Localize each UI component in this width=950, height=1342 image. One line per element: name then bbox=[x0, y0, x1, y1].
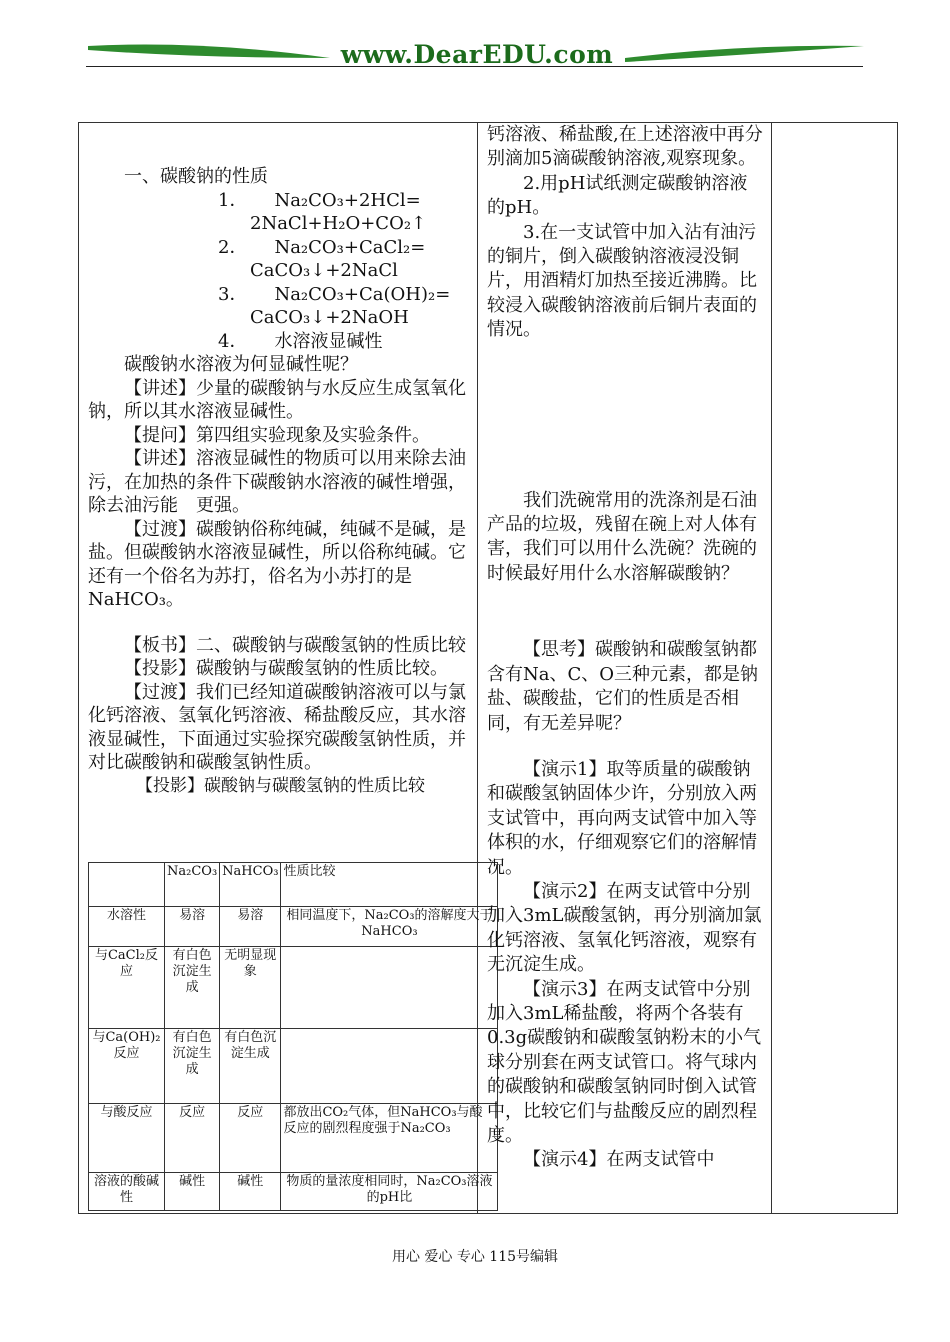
paragraph-board: 【板书】二、碳酸钠与碳酸氢钠的性质比较 bbox=[124, 634, 466, 656]
table-row bbox=[89, 1029, 498, 1104]
paragraph-think: 【思考】碳酸钠和碳酸氢钠都含有Na、C、O三种元素，都是钠盐、碳酸盐，它们的性质是否相同，有无差异呢？ bbox=[487, 639, 759, 734]
table-row bbox=[89, 1173, 498, 1211]
equation-2b: CaCO₃↓+2NaCl bbox=[250, 260, 398, 281]
paragraph-continued: 钙溶液、稀盐酸,在上述溶液中再分别滴加5滴碳酸钠溶液,观察现象。 bbox=[487, 124, 763, 170]
table-cell: 有白色沉淀生成 bbox=[165, 947, 220, 1029]
table-header-cell: NaHCO₃ bbox=[220, 863, 281, 907]
equation-3b: CaCO₃↓+2NaOH bbox=[250, 307, 409, 328]
table-cell: 反应 bbox=[165, 1104, 220, 1173]
table-cell: 溶液的酸碱性 bbox=[89, 1173, 165, 1211]
section-heading: 一、碳酸钠的性质 bbox=[124, 166, 268, 187]
paragraph-projection-2: 【投影】碳酸钠与碳酸氢钠的性质比较 bbox=[136, 775, 425, 796]
table-cell: 水溶性 bbox=[89, 907, 165, 947]
paragraph-dishwashing: 我们洗碗常用的洗涤剂是石油产品的垃圾，残留在碗上对人体有害，我们可以用什么洗碗？洗碗的时候最好用什么水溶解碳酸钠？ bbox=[487, 489, 757, 584]
teacher-activity-column bbox=[88, 165, 468, 798]
table-cell: 都放出CO₂气体，但NaHCO₃与酸反应的剧烈程度强于Na₂CO₃ bbox=[281, 1104, 498, 1173]
paragraph-transition-1: 【过渡】碳酸钠俗称纯碱，纯碱不是碱，是盐。但碳酸钠水溶液显碱性，所以俗称纯碱。它还有一个俗名为苏打，俗名为小苏打的是NaHCO₃。 bbox=[88, 518, 466, 610]
page-footer: 用心 爱心 专心 115号编辑 bbox=[391, 1249, 559, 1265]
paragraph-projection-1: 【投影】碳酸钠与碳酸氢钠的性质比较。 bbox=[124, 658, 448, 679]
paragraph-demo-1: 【演示1】取等质量的碳酸钠和碳酸氢钠固体少许，分别放入两支试管中，再向两支试管中加入等体积的水，仔细观察它们的溶解情况。 bbox=[487, 758, 757, 878]
paragraph-ask: 【提问】第四组实验现象及实验条件。 bbox=[124, 424, 430, 446]
table-row bbox=[89, 907, 498, 947]
table-cell: 与CaCl₂反应 bbox=[89, 947, 165, 1029]
equation-3a: 3． Na₂CO₃+Ca(OH)₂= bbox=[218, 283, 451, 305]
table-row bbox=[89, 947, 498, 1029]
table-cell: 易溶 bbox=[165, 907, 220, 947]
equation-1a: 1． Na₂CO₃+2HCl= bbox=[218, 189, 421, 211]
table-cell: 易溶 bbox=[220, 907, 281, 947]
paragraph-transition-2: 【过渡】我们已经知道碳酸钠溶液可以与氯化钙溶液、氢氧化钙溶液、稀盐酸反应，其水溶液显碱性，下面通过实验探究碳酸氢钠性质，并对比碳酸钠和碳酸氢钠性质。 bbox=[88, 681, 466, 773]
comparison-table bbox=[88, 862, 498, 1211]
table-cell: 与Ca(OH)₂反应 bbox=[89, 1029, 165, 1104]
column-divider-2 bbox=[771, 122, 772, 1213]
equation-1b: 2NaCl+H₂O+CO₂↑ bbox=[250, 213, 427, 234]
paragraph-demo-4: 【演示4】在两支试管中 bbox=[523, 1149, 715, 1171]
site-logo-text[interactable]: www.DearEDU.com bbox=[340, 40, 614, 69]
header-rule bbox=[86, 66, 863, 67]
table-cell: 碱性 bbox=[220, 1173, 281, 1211]
table-header-row bbox=[89, 863, 498, 907]
property-4: 4． 水溶液显碱性 bbox=[218, 330, 383, 352]
table-row bbox=[89, 1104, 498, 1173]
table-cell: 碱性 bbox=[165, 1173, 220, 1211]
paragraph-demo-3: 【演示3】在两支试管中分别加入3mL稀盐酸，将两个各装有0.3g碳酸钠和碳酸氢钠粉末的小气球分别套在两支试管口。将气球内的碳酸钠和碳酸氢钠同时倒入试管中，比较它们与盐酸反应的剧烈程度。 bbox=[487, 978, 762, 1146]
paragraph-explain-2: 【讲述】溶液显碱性的物质可以用来除去油污，在加热的条件下碳酸钠水溶液的碱性增强，除去油污能 更强。 bbox=[88, 448, 466, 516]
table-cell bbox=[281, 947, 498, 1029]
paragraph-explain-1: 【讲述】少量的碳酸钠与水反应生成氢氧化钠，所以其水溶液显碱性。 bbox=[88, 377, 466, 422]
table-cell: 有白色沉淀生成 bbox=[165, 1029, 220, 1104]
table-header-cell: Na₂CO₃ bbox=[165, 863, 220, 907]
paragraph-copper-test: 3.在一支试管中加入沾有油污的铜片，倒入碳酸钠溶液浸没铜片，用酒精灯加热至接近沸腾。比较浸入碳酸钠溶液前后铜片表面的情况。 bbox=[487, 221, 757, 341]
table-cell: 相同温度下，Na₂CO₃的溶解度大于NaHCO₃ bbox=[281, 907, 498, 947]
equation-2a: 2． Na₂CO₃+CaCl₂= bbox=[218, 236, 426, 258]
page-header bbox=[0, 0, 950, 80]
table-cell: 反应 bbox=[220, 1104, 281, 1173]
paragraph-demo-2: 【演示2】在两支试管中分别加入3mL碳酸氢钠，再分别滴加氯化钙溶液、氢氧化钙溶液，观察有无沉淀生成。 bbox=[487, 880, 762, 976]
paragraph-ph-test: 2.用pH试纸测定碳酸钠溶液的pH。 bbox=[487, 172, 748, 219]
student-activity-column bbox=[487, 123, 763, 1173]
table-header-cell: 性质比较 bbox=[281, 863, 498, 907]
table-cell: 物质的量浓度相同时，Na₂CO₃溶液的pH比 bbox=[281, 1173, 498, 1211]
paragraph-question: 碳酸钠水溶液为何显碱性呢？ bbox=[124, 354, 358, 375]
table-cell: 有白色沉淀生成 bbox=[220, 1029, 281, 1104]
table-cell: 无明显现象 bbox=[220, 947, 281, 1029]
table-header-cell bbox=[89, 863, 165, 907]
table-cell bbox=[281, 1029, 498, 1104]
table-cell: 与酸反应 bbox=[89, 1104, 165, 1173]
